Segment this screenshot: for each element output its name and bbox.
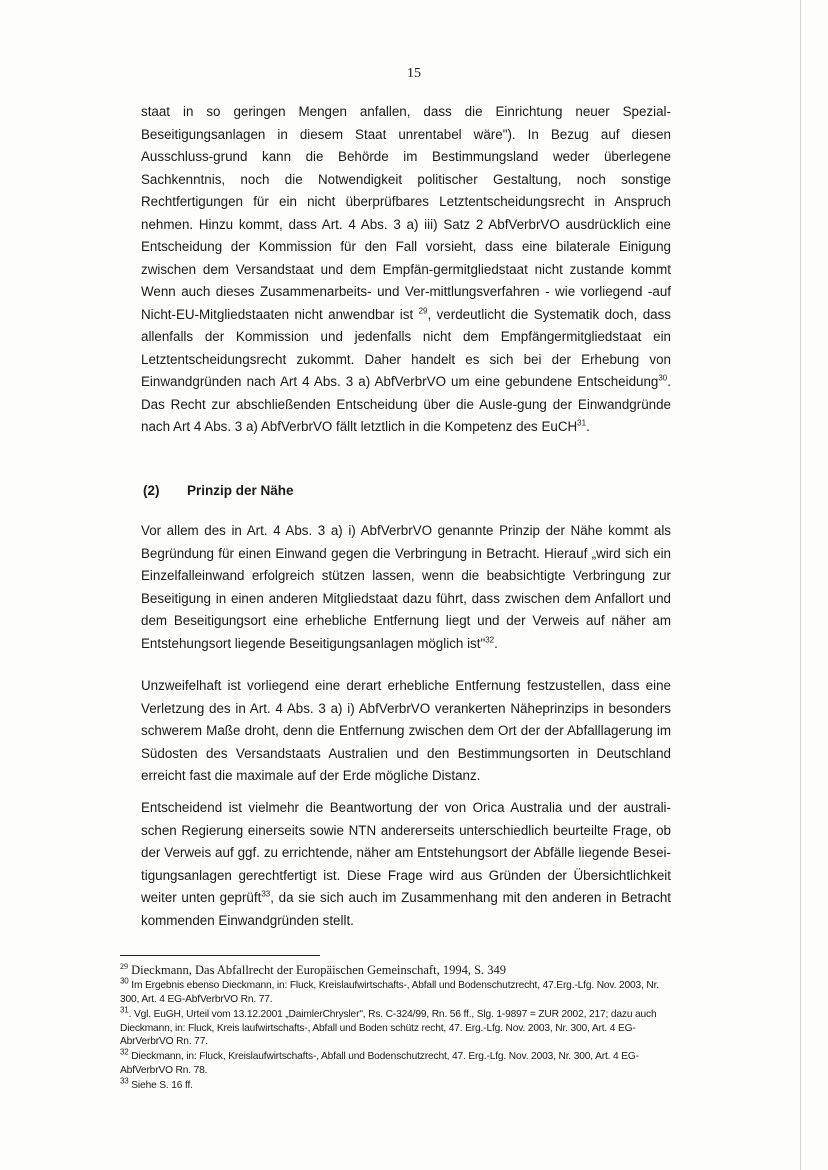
footnote-number: 31	[120, 1005, 129, 1015]
footnote-ref: 33	[261, 889, 271, 899]
footnote	[120, 979, 660, 1006]
footnote	[120, 1076, 660, 1092]
paragraph-text: , verdeutlicht die Systematik doch, dass allenfalls der Kommission und jedenfalls nicht dem Empfängermitgliedstaat ein Letztentscheidungsrecht zukommt. Daher handelt es sich bei der Erhebung von Einwandgründen nach Art 4 Abs. 3 a) AbfVerbrVO um eine gebundene Entscheidung	[141, 306, 671, 389]
section-number: (2)	[143, 483, 160, 498]
section-title: Prinzip der Nähe	[187, 483, 294, 498]
footnote-ref: 29	[418, 306, 428, 316]
paragraph-text: Vor allem des in Art. 4 Abs. 3 a) i) AbfVerbrVO genannte Prinzip der Nähe kommt als Begründung für einen Einwand gegen die Verbringung in Betracht. Hierauf „wird sich ein Einzelfalleinwand erfolgreich stützen lassen, wenn die beabsichtigte Verbringung zur Beseitigung in einen anderen Mitgliedstaat dazu führt, dass zwischen dem Anfallort und dem Beseitigungsort eine erhebliche Entfernung liegt und der Verweis auf näher am Entstehungsort liegende Beseitigungsanlagen möglich ist"	[141, 523, 671, 651]
paragraph-distance	[141, 675, 671, 788]
paragraph-proximity	[141, 520, 671, 655]
footnote-number: 32	[120, 1048, 129, 1058]
footnote-text: Im Ergebnis ebenso Dieckmann, in: Fluck, Kreislaufwirtschafts-, Abfall und Bodenschutzrecht, 47.Erg.-Lfg. Nov. 2003, Nr. 300, Art. 4 EG-AbfVerbrVO Rn. 77.	[120, 980, 659, 1005]
footnote	[120, 961, 660, 977]
footnote-text: . Vgl. EuGH, Urteil vom 13.12.2001 „DaimlerChrysler", Rs. C-324/99, Rn. 56 ff., Slg. 1-9897 = ZUR 2002, 217; dazu auch Dieckmann, in: Fluck, Kreis laufwirtschafts-, Abfall und Boden schütz recht, 47. Erg.-Lfg. Nov. 2003, Nr. 300, Art. 4 EG-AbrVerbrVO Rn. 77.	[120, 1009, 657, 1048]
footnote-divider	[120, 955, 320, 956]
page-number: 15	[407, 66, 421, 81]
footnote-text: Dieckmann, Das Abfallrecht der Europäischen Gemeinschaft, 1994, S. 349	[128, 963, 507, 977]
section-heading	[143, 483, 294, 498]
footnote-number: 30	[120, 977, 129, 987]
footnote	[120, 1050, 660, 1077]
paragraph-intro	[141, 101, 671, 439]
paragraph-decisive	[141, 797, 671, 932]
footnote-number: 29	[120, 961, 128, 971]
paragraph-text: . Das Recht zur abschließenden Entscheidung über die Ausle-gung der Einwandgründe nach Art 4 Abs. 3 a) AbfVerbrVO fällt letztlich in die Kompetenz des EuCH	[141, 374, 671, 434]
footnote-number: 33	[120, 1076, 129, 1086]
footnote-text: Siehe S. 16 ff.	[128, 1080, 193, 1092]
footnote-text: Dieckmann, in: Fluck, Kreislaufwirtschafts-, Abfall und Bodenschutzrecht, 47. Erg.-Lfg. Nov. 2003, Nr. 300, Art. 4 EG-AbfVerbrVO Rn. 78.	[120, 1051, 639, 1076]
scan-edge-line	[800, 0, 801, 1170]
paragraph-text: Unzweifelhaft ist vorliegend eine derart erhebliche Entfernung festzustellen, dass eine Verletzung des in Art. 4 Abs. 3 a) i) AbfVerbrVO verankerten Näheprinzips in besonders schwerem Maße droht, denn die Entfernung zwischen dem Ort der der Abfalllagerung im Südosten des Versandstaats Australien und den Bestimmungsorten in Deutschland erreicht fast die maximale auf der Erde mögliche Distanz.	[141, 678, 671, 783]
paragraph-text: Entscheidend ist vielmehr die Beantwortung der von Orica Australia und der australi-schen Regierung einerseits sowie NTN andererseits unterschiedlich beurteilte Frage, ob der Verweis auf ggf. zu errichtende, näher am Entstehungsort der Abfälle liegende Besei-tigungsanlagen gerechtfertigt ist. Diese Frage wird aus Gründen der Übersichtlichkeit weiter unten geprüft	[141, 800, 671, 905]
paragraph-text: .	[494, 635, 498, 651]
paragraph-text: staat in so geringen Mengen anfallen, dass die Einrichtung neuer Spezial-Beseitigungsanlagen in diesem Staat unrentabel wäre"). In Bezug auf diesen Ausschluss-grund kann die Behörde im Bestimmungsland weder überlegene Sachkenntnis, noch die Notwendigkeit politischer Gestaltung, noch sonstige Rechtfertigungen für ein nicht überprüfbares Letztentscheidungsrecht in Anspruch nehmen. Hinzu kommt, dass Art. 4 Abs. 3 a) iii) Satz 2 AbfVerbrVO ausdrücklich eine Entscheidung der Kommission für den Fall vorsieht, dass eine bilaterale Einigung zwischen dem Versandstaat und dem Empfän-germitgliedstaat nicht zustande kommt Wenn auch dieses Zusammenarbeits- und Ver-mittlungsverfahren - wie vorliegend -auf Nicht-EU-Mitgliedstaaten nicht anwendbar ist	[141, 104, 671, 322]
footnote	[120, 1005, 660, 1048]
footnote-ref: 32	[485, 635, 495, 645]
footnote-ref: 31	[577, 418, 587, 428]
paragraph-text: , da sie sich auch im Zusammenhang mit den anderen in Betracht kommenden Einwandgründen stellt.	[141, 890, 671, 928]
footnote-ref: 30	[658, 373, 668, 383]
paragraph-text: .	[586, 419, 590, 434]
footnotes	[120, 961, 660, 1095]
